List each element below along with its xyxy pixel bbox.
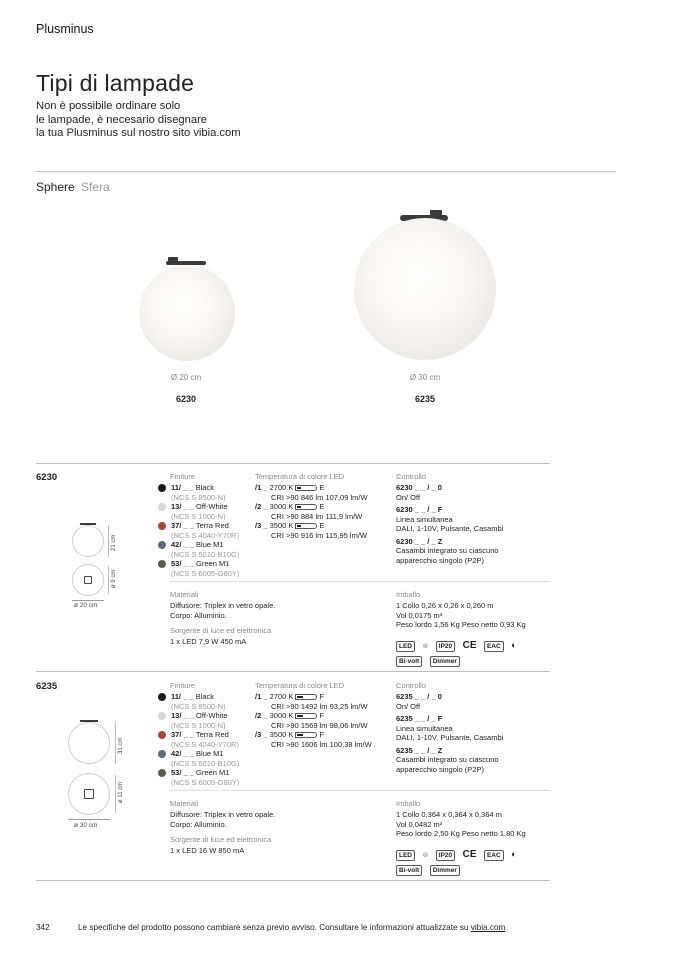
dim-depth: ø 9 cm xyxy=(111,569,117,588)
category-heading xyxy=(36,180,110,194)
color-swatch xyxy=(158,712,166,720)
materials-label: Materiali xyxy=(170,799,199,808)
energy-meter xyxy=(295,523,317,529)
finish-code: 11/ _ _ xyxy=(171,483,194,492)
drawing-front xyxy=(72,525,104,557)
finish-ncs: (NCS S 8500-N) xyxy=(171,492,226,502)
energy-class: F xyxy=(319,692,325,701)
temp-cri: CRI >90 xyxy=(271,720,299,730)
temp-lm: 1606 lm xyxy=(300,739,328,749)
finish-ncs: (NCS S 4040-Y70R) xyxy=(171,530,239,540)
finish-item xyxy=(158,730,239,740)
materials-label: Materiali xyxy=(170,590,199,599)
bulb-icon: ⊛ xyxy=(422,643,429,650)
temp-cri: CRI >90 xyxy=(271,530,299,540)
temp-cri: CRI >90 xyxy=(271,492,299,502)
finish-ncs: (NCS S 6005-G80Y) xyxy=(171,568,240,578)
globe-small xyxy=(139,265,235,361)
control-desc: On/ Off xyxy=(396,701,421,711)
finish-item xyxy=(158,502,239,512)
control-desc: Linea simultanea xyxy=(396,514,453,524)
product-image-6230 xyxy=(136,255,236,367)
control-code: 6235 _ _ / _ F xyxy=(396,714,443,723)
drawing-top-detail xyxy=(84,789,94,799)
mount-clip xyxy=(430,210,442,217)
control-code: 6235 _ _ / _ 0 xyxy=(396,692,442,701)
dim-line xyxy=(68,819,110,820)
badge-ip: IP20 xyxy=(436,641,455,652)
feature-badges xyxy=(396,650,463,668)
temp-code: /1 _ xyxy=(255,483,268,492)
dim-line xyxy=(108,566,109,594)
temp-lm: 884 lm xyxy=(300,511,324,521)
temp-lm: 846 lm xyxy=(300,492,324,502)
temp-code: /3 _ xyxy=(255,730,268,739)
temp-k: 2700 K xyxy=(269,483,294,492)
color-swatch xyxy=(158,750,166,758)
energy-meter xyxy=(295,485,317,491)
temp-lm: 916 lm xyxy=(300,530,324,540)
brand-name: Plusminus xyxy=(36,22,94,36)
color-swatch xyxy=(158,769,166,777)
finish-item xyxy=(158,540,239,550)
energy-class: F xyxy=(319,711,325,720)
dim-height: 21 cm xyxy=(111,534,117,551)
control-desc: apparecchio singolo (P2P) xyxy=(396,764,484,774)
energy-meter-fill xyxy=(297,506,301,508)
control-list xyxy=(396,692,546,774)
finish-item xyxy=(158,768,239,778)
temp-k: 3500 K xyxy=(269,730,294,739)
divider xyxy=(36,171,616,172)
divider xyxy=(170,790,550,791)
temp-eff: 98,06 lm/W xyxy=(329,720,368,730)
temp-code: /2 _ xyxy=(255,711,268,720)
temp-k: 3500 K xyxy=(269,521,294,530)
temp-detail xyxy=(255,702,393,712)
packaging-line: Peso lordo 2,50 Kg Peso netto 1,80 Kg xyxy=(396,829,526,838)
badge-bivolt: Bi-volt xyxy=(396,656,422,667)
temp-code: /1 _ xyxy=(255,692,268,701)
finish-code: 53/ _ _ xyxy=(171,559,194,568)
temp-detail xyxy=(255,740,393,750)
recycle-icon: ◐ xyxy=(511,849,517,859)
ce-icon: CE xyxy=(462,640,477,651)
temp-code: /2 _ xyxy=(255,502,268,511)
temp-cri: CRI >90 xyxy=(271,511,299,521)
intro-text xyxy=(36,100,241,141)
control-code: 6235 _ _ / _ Z xyxy=(396,745,443,755)
temp-detail xyxy=(255,531,390,541)
ce-icon: CE xyxy=(462,849,477,860)
globe-large xyxy=(354,218,496,360)
temp-row xyxy=(255,711,393,721)
material-line: Corpo: Alluminio. xyxy=(170,610,227,620)
temp-k: 3000 K xyxy=(269,711,294,720)
packaging-text xyxy=(396,810,546,839)
color-swatch xyxy=(158,503,166,511)
finish-ncs: (NCS S 5010-B10G) xyxy=(171,758,240,768)
energy-meter-fill xyxy=(297,696,303,698)
light-source-value: 1 x LED 7,9 W 450 mA xyxy=(170,637,247,646)
dim-line xyxy=(115,775,116,813)
energy-meter xyxy=(295,732,317,738)
packaging-line: Peso lordo 1,56 Kg Peso netto 0,93 Kg xyxy=(396,620,526,629)
temp-row xyxy=(255,483,390,493)
temp-cri: CRI >90 xyxy=(271,701,299,711)
control-desc: Casambi integrato su ciascuno xyxy=(396,546,499,555)
light-source-value: 1 x LED 16 W 850 mA xyxy=(170,846,245,855)
temp-row xyxy=(255,502,390,512)
energy-meter xyxy=(295,713,317,719)
temp-eff: 107,09 lm/W xyxy=(325,492,368,502)
color-temp-label: Temperatura di colore LED xyxy=(255,681,345,690)
footer-note xyxy=(78,923,505,932)
finish-ncs: (NCS S 5010-B10G) xyxy=(171,549,240,559)
finishes-list xyxy=(158,483,239,578)
finishes-list xyxy=(158,692,239,787)
control-desc: Casambi integrato su ciascuno xyxy=(396,755,499,764)
dim-diameter: ø 30 cm xyxy=(74,822,98,829)
finish-name: Black xyxy=(195,483,214,492)
temp-k: 3000 K xyxy=(269,502,294,511)
finish-name: Off-White xyxy=(196,711,228,720)
light-source-label: Sorgente di luce ed elettronica xyxy=(170,626,272,635)
finish-ncs: (NCS S 8500-N) xyxy=(171,701,226,711)
color-swatch xyxy=(158,693,166,701)
badge-led: LED xyxy=(396,850,415,861)
temp-detail xyxy=(255,493,390,503)
temp-cri: CRI >90 xyxy=(271,739,299,749)
finish-name: Terra Red xyxy=(195,521,229,530)
energy-meter-fill xyxy=(297,487,301,489)
finish-code: 11/ _ _ xyxy=(171,692,194,701)
badge-led: LED xyxy=(396,641,415,652)
packaging-line: 1 Collo 0,26 x 0,26 x 0,260 m xyxy=(396,601,494,610)
drawing-front xyxy=(68,722,110,764)
product-dimension: Ø 30 cm xyxy=(409,373,441,382)
bulb-icon: ⊛ xyxy=(422,852,429,859)
footer-link[interactable]: vibia.com xyxy=(470,923,506,932)
intro-line: la tua Plusminus sul nostro sito vibia.com xyxy=(36,127,241,139)
temp-lm: 1569 lm xyxy=(300,720,328,730)
packaging-line: Vol 0,0175 m³ xyxy=(396,610,443,620)
finish-name: Off-White xyxy=(196,502,228,511)
packaging-label: Imballo xyxy=(396,590,421,599)
material-line: Diffusore: Triplex in vetro opale. xyxy=(170,810,276,819)
energy-meter xyxy=(295,694,317,700)
packaging-text xyxy=(396,601,546,630)
packaging-line: 1 Collo 0,364 x 0,364 x 0,364 m xyxy=(396,810,502,819)
color-swatch xyxy=(158,484,166,492)
control-code: 6230 _ _ / _ 0 xyxy=(396,483,442,492)
control-code: 6230 _ _ / _ F xyxy=(396,505,443,514)
feature-badges xyxy=(396,859,463,877)
temp-eff: 111,9 lm/W xyxy=(325,511,363,521)
finish-name: Terra Red xyxy=(195,730,229,739)
finish-code: 42/ _ _ xyxy=(171,749,194,758)
divider xyxy=(170,581,550,582)
footer-text: Le specifiche del prodotto possono cambiare senza previo avviso. Consultare le informazioni attualizzate su xyxy=(78,923,471,932)
temp-row xyxy=(255,692,393,702)
product-image-6235 xyxy=(350,205,500,365)
temp-eff: 100,38 lm/W xyxy=(329,739,372,749)
page-number: 342 xyxy=(36,923,50,932)
packaging-label: Imballo xyxy=(396,799,421,808)
badge-dimmer: Dimmer xyxy=(430,656,460,667)
control-desc: Linea simultanea xyxy=(396,723,453,733)
temp-row xyxy=(255,730,393,740)
finish-name: Green M1 xyxy=(196,559,230,568)
color-temp-label: Temperatura di colore LED xyxy=(255,472,345,481)
finish-name: Black xyxy=(195,692,214,701)
material-line: Diffusore: Triplex in vetro opale. xyxy=(170,601,276,610)
temp-code: /3 _ xyxy=(255,521,268,530)
control-code: 6230 _ _ / _ Z xyxy=(396,536,443,546)
finish-item xyxy=(158,749,239,759)
intro-line: le lampade, è necesario disegnare xyxy=(36,113,208,126)
temp-eff: 93,25 lm/W xyxy=(329,701,368,711)
section-id: 6230 xyxy=(36,472,58,483)
dim-line xyxy=(108,525,109,557)
badge-ip: IP20 xyxy=(436,850,455,861)
finishes-label: Finiture xyxy=(170,681,196,690)
category-name: Sphere xyxy=(36,180,75,194)
badge-dimmer: Dimmer xyxy=(430,865,460,876)
finish-code: 13/ _ _ xyxy=(171,711,194,720)
temp-list xyxy=(255,692,393,749)
control-desc: On/ Off xyxy=(396,492,421,502)
badge-bivolt: Bi-volt xyxy=(396,865,422,876)
dim-diameter: ø 20 cm xyxy=(74,602,98,609)
finish-ncs: (NCS S 6005-G80Y) xyxy=(171,777,240,787)
materials-text xyxy=(170,601,275,620)
finish-code: 37/ _ _ xyxy=(171,730,194,739)
finish-item xyxy=(158,711,239,721)
temp-eff: 115,95 lm/W xyxy=(325,530,367,540)
energy-meter-fill xyxy=(297,715,303,717)
color-swatch xyxy=(158,731,166,739)
energy-class: E xyxy=(319,483,325,492)
finish-item xyxy=(158,521,239,531)
temp-detail xyxy=(255,512,390,522)
finish-code: 13/ _ _ xyxy=(171,502,194,511)
control-desc: apparecchio singolo (P2P) xyxy=(396,555,484,565)
section-id: 6235 xyxy=(36,681,58,692)
divider xyxy=(36,880,550,881)
finish-name: Green M1 xyxy=(196,768,230,777)
color-swatch xyxy=(158,560,166,568)
spec-section-6235 xyxy=(0,672,677,880)
finish-ncs: (NCS S 4040-Y70R) xyxy=(171,739,239,749)
category-alt: Sfera xyxy=(81,180,110,194)
finish-name: Blue M1 xyxy=(196,540,224,549)
color-swatch xyxy=(158,522,166,530)
energy-meter-fill xyxy=(297,525,301,527)
materials-text xyxy=(170,810,275,829)
dim-line xyxy=(72,600,104,601)
control-label: Controllo xyxy=(396,681,427,690)
finish-code: 53/ _ _ xyxy=(171,768,194,777)
control-desc: DALI, 1-10V, Pulsante, Casambi xyxy=(396,733,504,742)
recycle-icon: ◐ xyxy=(511,640,517,650)
control-list xyxy=(396,483,546,565)
drawing-mount xyxy=(80,720,98,722)
finish-item xyxy=(158,692,239,702)
drawing-top-detail xyxy=(84,576,92,584)
control-label: Controllo xyxy=(396,472,427,481)
mount-clip xyxy=(168,257,178,263)
control-desc: DALI, 1-10V, Pulsante, Casambi xyxy=(396,524,504,533)
dim-line xyxy=(115,722,116,764)
light-source-label: Sorgente di luce ed elettronica xyxy=(170,835,272,844)
color-swatch xyxy=(158,541,166,549)
finish-item xyxy=(158,559,239,569)
finish-ncs: (NCS S 1000-N) xyxy=(171,511,226,521)
energy-class: E xyxy=(319,521,325,530)
energy-class: E xyxy=(319,502,325,511)
badge-eac: EAC xyxy=(484,850,504,861)
dim-depth: ø 11 cm xyxy=(118,781,124,803)
badge-eac: EAC xyxy=(484,641,504,652)
finishes-label: Finiture xyxy=(170,472,196,481)
energy-class: F xyxy=(319,730,325,739)
intro-line: Non è possibile ordinare solo xyxy=(36,100,181,112)
temp-row xyxy=(255,521,390,531)
product-code: 6230 xyxy=(175,394,197,404)
finish-item xyxy=(158,483,239,493)
product-dimension: Ø 20 cm xyxy=(170,373,202,382)
energy-meter xyxy=(295,504,317,510)
finish-code: 37/ _ _ xyxy=(171,521,194,530)
energy-meter-fill xyxy=(297,734,303,736)
temp-list xyxy=(255,483,390,540)
dim-height: 31 cm xyxy=(118,737,124,754)
finish-code: 42/ _ _ xyxy=(171,540,194,549)
spec-section-6230 xyxy=(0,463,677,671)
temp-lm: 1492 lm xyxy=(300,701,328,711)
product-code: 6235 xyxy=(414,394,436,404)
packaging-line: Vol 0,0482 m³ xyxy=(396,819,443,829)
finish-ncs: (NCS S 1000-N) xyxy=(171,720,226,730)
material-line: Corpo: Alluminio. xyxy=(170,819,227,829)
page-title: Tipi di lampade xyxy=(36,70,195,96)
temp-detail xyxy=(255,721,393,731)
finish-name: Blue M1 xyxy=(196,749,224,758)
temp-k: 2700 K xyxy=(269,692,294,701)
drawing-mount xyxy=(80,523,96,525)
